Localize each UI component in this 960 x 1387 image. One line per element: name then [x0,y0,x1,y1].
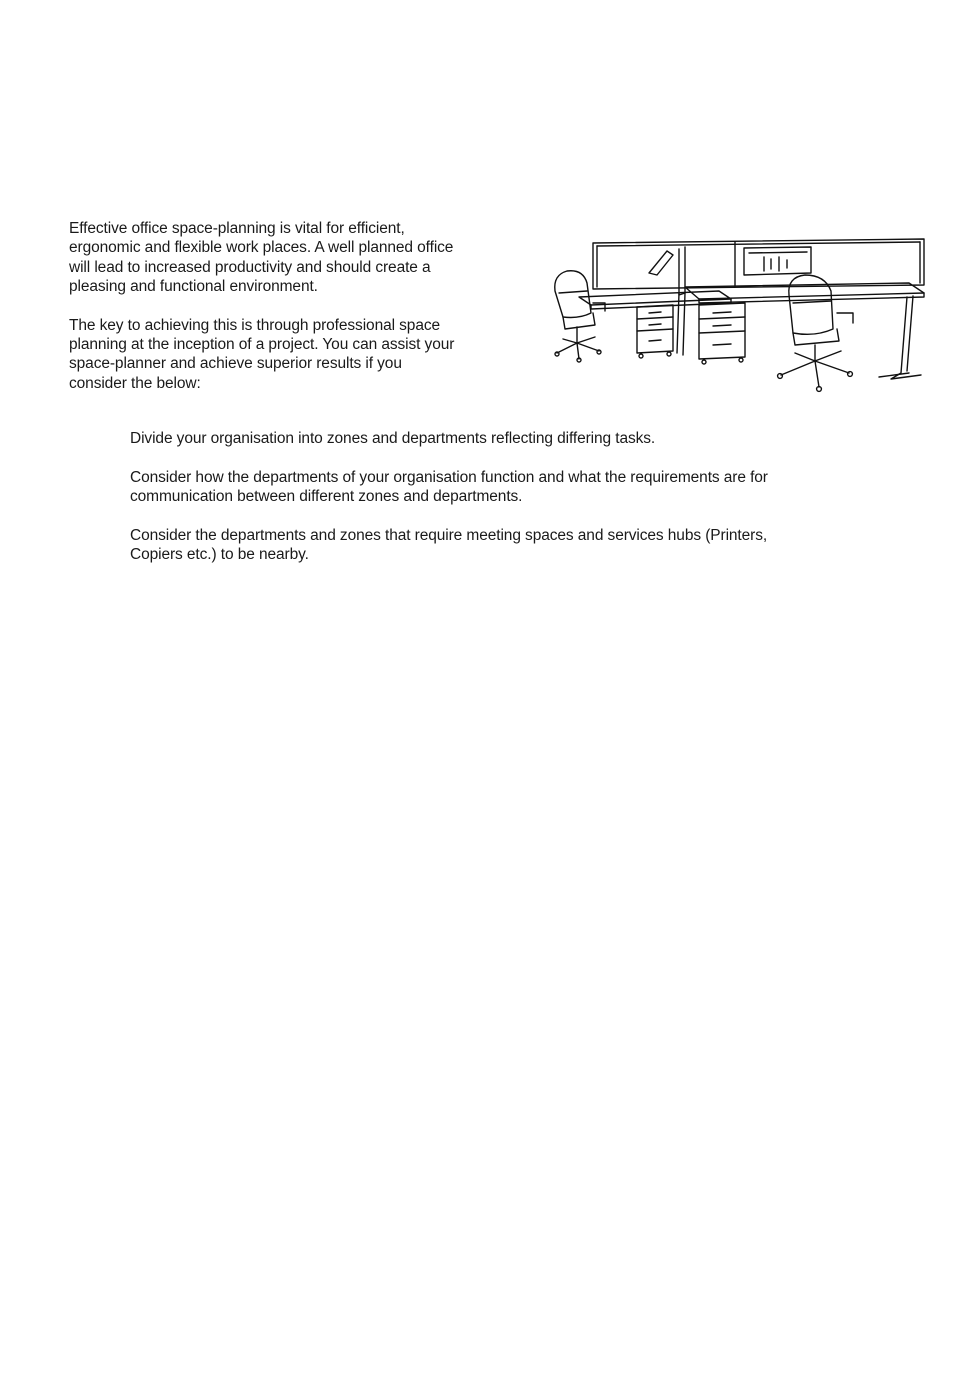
list-item: Divide your organisation into zones and departments reflecting differing tasks. [130,430,656,447]
drawer-pedestal-right [699,303,745,364]
intro-paragraph: The key to achieving this is through professional space planning at the inception of a project. You can assist your space-planner and achieve superior results if you consider the below: [69,316,455,392]
list-item: Consider how the departments of your organisation function and what the requirements are for communication between different zones and departments. [130,468,768,506]
office-chair-right [778,275,853,391]
drawer-pedestal-left [637,305,673,358]
intro-paragraph: Effective office space-planning is vital for efficient, ergonomic and flexible work places. A well planned office will lead to increased productivity and should create a pleasing and functional environment. [69,220,454,295]
considerations-list [130,429,910,564]
desk-left [579,291,731,355]
partition-screen [593,239,924,295]
list-item: Consider the departments and zones that require meeting spaces and services hubs (Printers, Copiers etc.) to be nearby. [130,526,768,564]
intro-section [69,219,539,393]
office-workstation-illustration [549,233,929,395]
